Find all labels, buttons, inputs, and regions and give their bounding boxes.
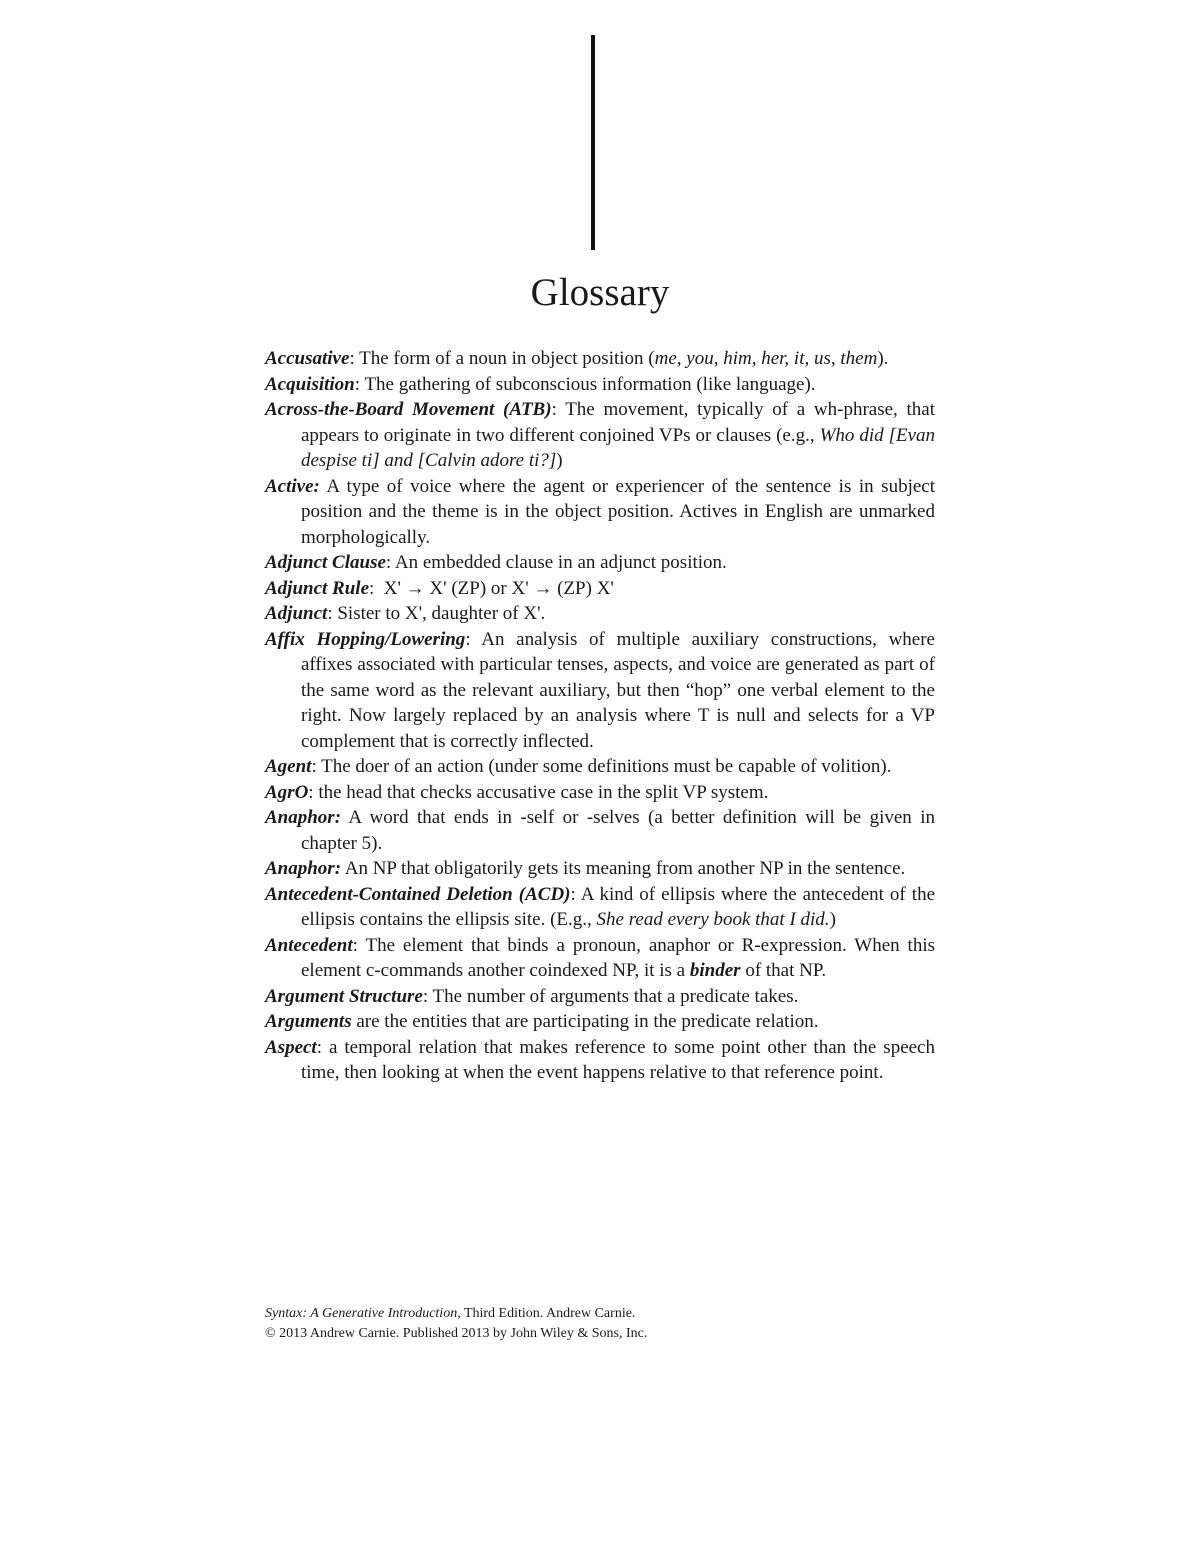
entry-term: Anaphor: (265, 807, 342, 828)
entry-separator: : (311, 756, 322, 777)
entry-term: Across-the-Board Movement (ATB) (265, 399, 552, 420)
entry-example: me, you, him, her, it, us, them (654, 348, 878, 369)
entry-emphasis: binder (689, 960, 741, 981)
glossary-entry (265, 627, 935, 755)
entry-separator: : (465, 628, 482, 650)
entry-term: Active: (265, 475, 320, 497)
glossary-entry (265, 882, 935, 933)
entry-term: Adjunct (265, 603, 328, 624)
entry-term: Acquisition (265, 373, 355, 395)
entry-separator: : (352, 934, 366, 956)
glossary-list (265, 346, 935, 1086)
entry-definition: Sister to X', daughter of X'. (337, 603, 546, 624)
entry-term: Accusative (265, 348, 350, 369)
glossary-entry (265, 780, 935, 806)
entry-definition: An analysis of multiple auxiliary constructions, where affixes associated with particular tenses, aspects, and voice are generated as part of the same word as the relevant auxiliary, but then “hop” one verbal element to the right. Now largely replaced by an analysis where T is null and selects for a VP complement that is correctly inflected. (301, 628, 935, 752)
entry-tail: ) (829, 909, 836, 930)
entry-separator: : (551, 399, 566, 420)
glossary-entry (265, 397, 935, 474)
glossary-entry (265, 805, 935, 856)
entry-definition: The doer of an action (under some definitions must be capable of volition). (321, 756, 892, 777)
glossary-entry (265, 984, 935, 1010)
page-title: Glossary (530, 271, 670, 314)
entry-definition: A kind of ellipsis where the antecedent of the ellipsis contains the ellipsis site. (E.g., (301, 883, 935, 930)
entry-definition: An NP that obligatorily gets its meaning from another NP in the sentence. (344, 858, 906, 879)
edition-info: , Third Edition. Andrew Carnie. (457, 1306, 636, 1321)
entry-definition: The element that binds a pronoun, anaphor or R-expression. When this element c-commands another coindexed NP, it is a (301, 934, 935, 981)
entry-separator: : (570, 883, 581, 905)
entry-separator: : (369, 577, 384, 599)
glossary-entry (265, 601, 935, 627)
footer-line-2: © 2013 Andrew Carnie. Published 2013 by John Wiley & Sons, Inc. (265, 1326, 648, 1341)
copyright-footer (265, 1304, 647, 1344)
entry-term: Agent (265, 756, 312, 777)
glossary-entry (265, 754, 935, 780)
entry-separator: : (422, 985, 433, 1007)
glossary-entry (265, 1009, 935, 1035)
footer-line-1 (265, 1304, 647, 1324)
entry-term: AgrO (265, 781, 309, 803)
entry-definition: The form of a noun in object position ( (359, 348, 655, 369)
book-title: Syntax: A Generative Introduction (265, 1306, 458, 1321)
entry-separator: : (327, 603, 338, 624)
entry-definition: are the entities that are participating in the predicate relation. (356, 1011, 819, 1032)
entry-definition: An embedded clause in an adjunct position. (394, 552, 727, 573)
entry-term: Affix Hopping/Lowering (265, 628, 466, 650)
entry-definition: A word that ends in -self or -selves (a better definition will be given in chapter 5). (301, 807, 935, 854)
entry-term: Antecedent-Contained Deletion (ACD) (265, 883, 571, 905)
entry-separator: : (349, 348, 360, 369)
entry-separator: : (316, 1036, 329, 1058)
entry-term: Argument Structure (265, 985, 423, 1007)
entry-term: Adjunct Rule (265, 577, 369, 599)
entry-definition: The movement, typically of a wh-phrase, that appears to originate in two different conjoined VPs or clauses (e.g., (301, 399, 935, 446)
entry-definition: a temporal relation that makes reference to some point other than the speech time, then looking at when the event happens relative to that reference point. (301, 1036, 935, 1083)
glossary-entry (265, 576, 935, 602)
entry-tail: ). (877, 348, 889, 369)
entry-definition: A type of voice where the agent or experiencer of the sentence is in subject position and the theme is in the object position. Actives in English are unmarked morphologically. (301, 475, 935, 548)
chapter-rule (591, 35, 595, 250)
entry-term: Antecedent (265, 934, 353, 956)
entry-definition: X' → X' (ZP) or X' → (ZP) X' (383, 577, 614, 599)
entry-term: Adjunct Clause (265, 552, 386, 573)
entry-example: She read every book that I did. (596, 909, 830, 930)
entry-separator: : (385, 552, 395, 573)
entry-definition: The gathering of subconscious information (like language). (364, 373, 816, 395)
entry-example: Who did [Evan despise ti] and [Calvin adore ti?] (301, 424, 935, 471)
entry-term: Anaphor: (265, 858, 342, 879)
entry-term: Arguments (265, 1011, 352, 1032)
entry-tail: of that NP. (740, 960, 827, 981)
entry-definition: the head that checks accusative case in the split VP system. (318, 781, 769, 803)
entry-separator: : (354, 373, 365, 395)
entry-separator: : (308, 781, 319, 803)
glossary-entry (265, 1035, 935, 1086)
glossary-entry (265, 933, 935, 984)
glossary-entry (265, 550, 935, 576)
glossary-entry (265, 856, 935, 882)
entry-definition: The number of arguments that a predicate takes. (432, 985, 799, 1007)
entry-term: Aspect (265, 1036, 317, 1058)
glossary-entry (265, 372, 935, 398)
glossary-entry (265, 474, 935, 551)
glossary-entry (265, 346, 935, 372)
entry-tail: ) (556, 450, 563, 471)
